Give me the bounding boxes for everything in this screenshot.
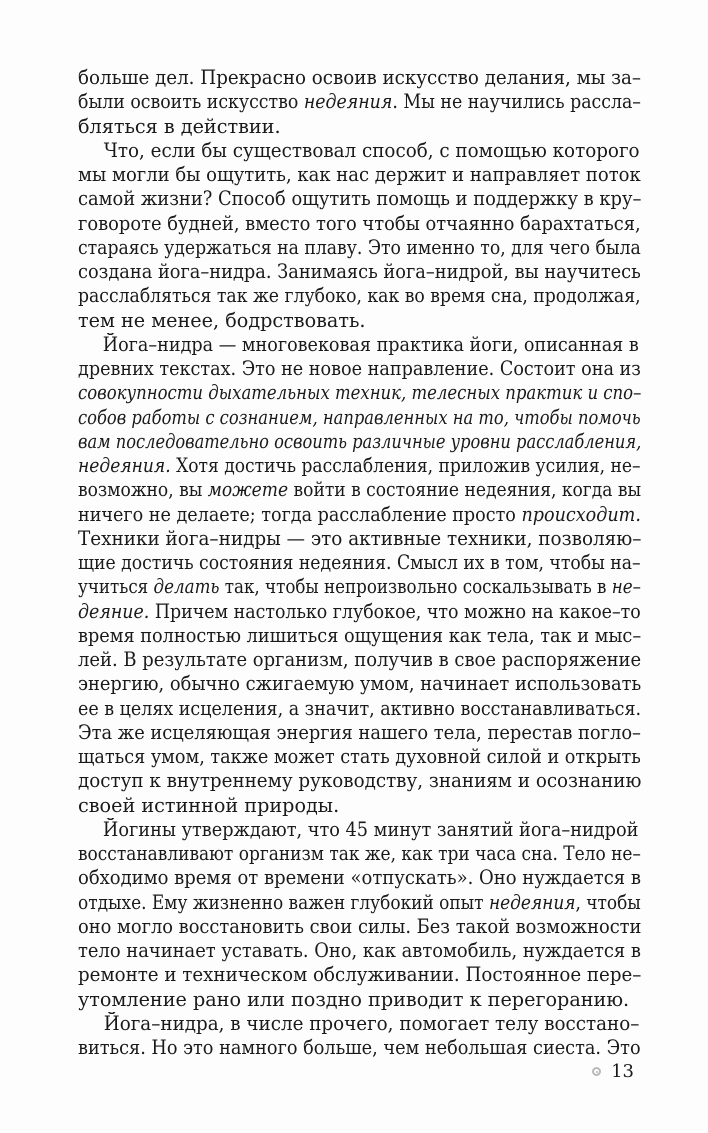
italic-text: можете: [207, 478, 289, 502]
text-segment: самой жизни? Способ ощутить помощь и поддержку в кру–: [78, 187, 642, 211]
text-line: [78, 381, 642, 405]
text-line: [78, 66, 642, 90]
paragraph: [78, 1012, 641, 1061]
text-segment: восстанавливают организм так же, как три часа сна. Тело не–: [78, 842, 641, 865]
text-line: [78, 1036, 641, 1060]
text-line: [78, 866, 641, 890]
text-line: [78, 988, 641, 1012]
text-line: [78, 163, 641, 187]
text-segment: энергию, обычно сжигаемую умом, начинает использовать: [78, 672, 642, 696]
text-line: [78, 842, 641, 866]
text-segment: время полностью лишиться ощущения как тела, так и мыс–: [78, 623, 642, 647]
text-segment: обходимо время от времени «отпускать». Оно нуждается в: [78, 866, 641, 890]
text-segment: отдыхе. Ему жизненно важен глубокий опыт: [78, 890, 489, 914]
text-segment: утомление рано или поздно приводит к перегоранию.: [78, 987, 630, 1011]
text-line: [78, 696, 642, 721]
text-line: [78, 357, 641, 381]
text-segment: ничего не делаете; тогда расслабление просто: [78, 502, 522, 526]
text-segment: ее в целях исцеления, а значит, активно восстанавливаться.: [78, 696, 642, 720]
text-segment: расслабляться так же глубоко, как во время сна, продолжая,: [78, 284, 641, 308]
text-line: [78, 405, 641, 430]
text-line: [78, 720, 641, 745]
text-segment: Эта же исцеляющая энергия нашего тела, перестав погло–: [78, 720, 641, 744]
text-line: [78, 429, 642, 454]
text-line: [78, 648, 642, 672]
italic-text: собов работы с сознанием, направленных на то, чтобы помочь: [78, 405, 641, 429]
italic-text: происходит.: [521, 502, 641, 526]
italic-text: недеяния: [488, 890, 576, 914]
text-line: [78, 939, 641, 963]
text-segment: тело начинает уставать. Оно, как автомобиль, нуждается в: [78, 939, 641, 962]
text-segment: Что, если бы существовал способ, с помощью которого: [103, 138, 640, 162]
text-line: [78, 890, 641, 915]
italic-text: недеяния: [303, 90, 393, 114]
italic-text: не–: [611, 575, 641, 599]
text-segment: Причем настолько глубокое, что можно на какое–то: [149, 599, 641, 623]
text-line: [78, 138, 640, 163]
text-line: [78, 211, 641, 236]
text-line: [78, 914, 642, 939]
text-segment: щие достичь состояния недеяния. Смысл их в том, чтобы на–: [78, 551, 641, 574]
text-segment: Техники йога–нидры — это активные техники, позволяю–: [78, 526, 642, 550]
italic-text: недеяния.: [78, 454, 171, 477]
text-segment: Йогины утверждают, что 45 минут занятий йога–нидрой: [102, 817, 639, 841]
page-footer: [592, 1061, 634, 1082]
text-line: [78, 187, 642, 211]
text-line: [78, 963, 642, 987]
text-line: [78, 817, 639, 842]
text-line: [78, 235, 641, 260]
text-segment: создана йога–нидра. Занимаясь йога–нидрой, вы научитесь: [78, 260, 641, 283]
page-number: 13: [611, 1061, 634, 1082]
text-segment: Йога–нидра — многовековая практика йоги, описанная в: [102, 332, 639, 356]
text-line: [78, 551, 641, 575]
text-segment: войти в состояние недеяния, когда вы: [288, 478, 642, 502]
text-segment: своей истинной природы.: [78, 793, 340, 817]
text-line: [78, 575, 641, 599]
text-line: [78, 478, 642, 502]
text-line: [78, 769, 642, 793]
text-line: [78, 90, 641, 114]
text-line: [78, 260, 641, 284]
text-segment: древних текстах. Это не новое направление. Состоит она из: [78, 357, 641, 380]
text-segment: стараясь удержаться на плаву. Это именно то, для чего была: [78, 235, 641, 259]
text-segment: были освоить искусство: [78, 90, 304, 114]
text-segment: Йога–нидра, в числе прочего, помогает телу восстано–: [103, 1011, 640, 1035]
text-segment: возможно, вы: [78, 478, 208, 502]
italic-text: делать: [153, 575, 220, 599]
text-segment: , чтобы: [575, 890, 641, 914]
italic-text: деяние.: [78, 599, 150, 623]
italic-text: совокупности дыхательных техник, телесных практик и спо–: [78, 381, 642, 405]
italic-text: вам последовательно освоить различные уровни расслабления,: [78, 429, 642, 453]
text-segment: доступ к внутреннему руководству, знаниям и осознанию: [78, 769, 642, 793]
text-line: [78, 745, 641, 769]
text-segment: лей. В результате организм, получив в свое распоряжение: [78, 648, 642, 671]
text-segment: мы могли бы ощутить, как нас держит и направляет поток: [78, 163, 641, 186]
text-segment: учиться: [78, 575, 154, 599]
text-line: [78, 794, 641, 818]
text-segment: Хотя достичь расслабления, приложив усилия, не–: [170, 454, 641, 477]
text-segment: тем не менее, бодрствовать.: [78, 308, 366, 332]
text-line: [78, 623, 642, 648]
text-line: [78, 115, 641, 139]
text-segment: виться. Но это намного больше, чем небольшая сиеста. Это: [78, 1036, 641, 1059]
text-line: [78, 599, 641, 624]
text-line: [78, 284, 641, 308]
paragraph: [78, 66, 641, 139]
text-line: [78, 526, 642, 551]
text-segment: говороте будней, вместо того чтобы отчаянно барахтаться,: [78, 211, 641, 235]
text-segment: оно могло восстановить свои силы. Без такой возможности: [78, 914, 642, 938]
text-segment: бляться в действии.: [78, 114, 281, 138]
ornament-icon: [592, 1067, 601, 1076]
text-segment: ремонте и техническом обслуживании. Постоянное пере–: [78, 963, 642, 987]
text-line: [78, 1011, 640, 1036]
text-line: [78, 672, 642, 696]
paragraph: [78, 139, 641, 333]
text-segment: щаться умом, также может стать духовной силой и открыть: [78, 745, 641, 768]
text-segment: больше дел. Прекрасно освоив искусство делания, мы за–: [78, 66, 642, 89]
body-text: [78, 66, 641, 1060]
text-line: [78, 309, 641, 333]
text-line: [78, 454, 641, 478]
text-segment: так, чтобы непроизвольно соскальзывать в: [219, 575, 612, 599]
text-line: [78, 332, 639, 357]
text-line: [78, 502, 641, 527]
paragraph: [78, 818, 641, 1012]
text-segment: . Мы не научились рассла–: [392, 90, 641, 114]
paragraph: [78, 333, 641, 818]
